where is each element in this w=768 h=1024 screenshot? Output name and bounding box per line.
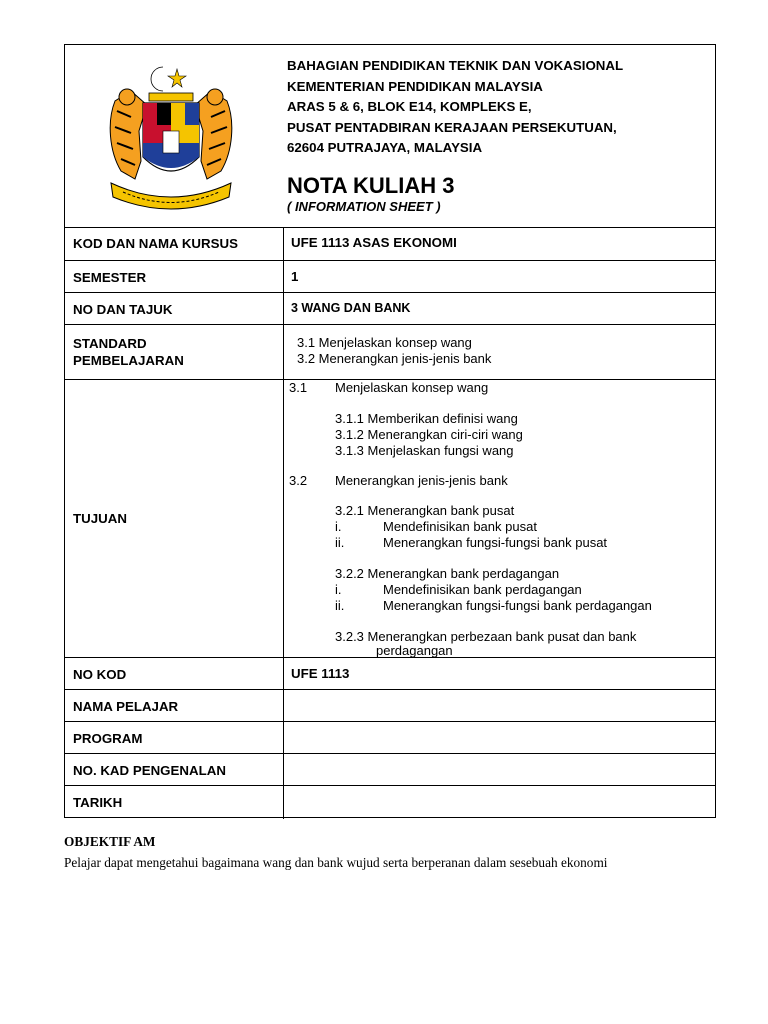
row-label: NO KOD <box>73 667 127 682</box>
general-objective <box>64 834 724 872</box>
row-label: NO. KAD PENGENALAN <box>73 763 226 778</box>
objective-heading: OBJEKTIF AM <box>64 834 156 849</box>
row-value: 3 WANG DAN BANK <box>291 301 411 315</box>
row-objectives <box>65 380 715 658</box>
row-label: TUJUAN <box>73 511 127 526</box>
row-student-name <box>65 690 715 722</box>
standard-item: 3.1 Menjelaskan konsep wang <box>297 335 472 350</box>
address-line: BAHAGIAN PENDIDIKAN TEKNIK DAN VOKASIONAL <box>287 58 624 73</box>
objective-detail: Menerangkan fungsi-fungsi bank perdagangan <box>383 598 652 613</box>
institution-address <box>287 56 623 159</box>
row-value <box>297 335 491 367</box>
row-label: KOD DAN NAMA KURSUS <box>73 236 238 251</box>
row-value: 1 <box>291 269 299 284</box>
row-value: UFE 1113 <box>291 666 350 681</box>
row-topic <box>65 293 715 325</box>
row-course-code <box>65 227 715 261</box>
label-line: PEMBELAJARAN <box>73 353 184 368</box>
objective-text: Pelajar dapat mengetahui bagaimana wang dan bank wujud serta berperanan dalam sesebuah ekonomi <box>64 855 608 870</box>
objective-number: 3.2 <box>289 473 308 488</box>
standard-item: 3.2 Menerangkan jenis-jenis bank <box>297 351 492 366</box>
row-value: UFE 1113 ASAS EKONOMI <box>291 235 457 250</box>
address-line: PUSAT PENTADBIRAN KERAJAAN PERSEKUTUAN, <box>287 119 617 135</box>
row-learning-standard <box>65 325 715 380</box>
roman-numeral: ii. <box>335 535 345 550</box>
objective-detail: Menerangkan fungsi-fungsi bank pusat <box>383 535 608 550</box>
row-semester <box>65 261 715 293</box>
roman-numeral: i. <box>335 582 342 597</box>
objective-text: Menerangkan jenis-jenis bank <box>335 473 508 488</box>
objective-subitem: 3.1.1 Memberikan definisi wang <box>335 411 518 426</box>
row-label: NO DAN TAJUK <box>73 302 173 317</box>
objective-number: 3.1 <box>289 380 308 395</box>
objective-subitem: 3.2.2 Menerangkan bank perdagangan <box>335 566 560 581</box>
sheet-header <box>65 45 715 228</box>
information-sheet <box>64 44 716 818</box>
coat-of-arms-logo <box>101 61 241 211</box>
address-line: KEMENTERIAN PENDIDIKAN MALAYSIA <box>287 78 543 94</box>
document-title: NOTA KULIAH 3 <box>287 173 455 198</box>
row-label: PROGRAM <box>73 731 143 746</box>
objective-subitem: 3.2.1 Menerangkan bank pusat <box>335 503 515 518</box>
objective-subitem-continued: perdagangan <box>376 643 453 658</box>
objective-detail: Mendefinisikan bank perdagangan <box>383 582 582 597</box>
objective-subitem: 3.1.3 Menjelaskan fungsi wang <box>335 443 514 458</box>
roman-numeral: ii. <box>335 598 345 613</box>
row-label: TARIKH <box>73 795 123 810</box>
row-label <box>73 335 184 369</box>
objective-text: Menjelaskan konsep wang <box>335 380 489 395</box>
objective-detail: Mendefinisikan bank pusat <box>383 519 537 534</box>
roman-numeral: i. <box>335 519 342 534</box>
objective-subitem: 3.2.3 Menerangkan perbezaan bank pusat dan bank <box>335 629 637 644</box>
row-label: NAMA PELAJAR <box>73 699 179 714</box>
row-ic-number <box>65 754 715 786</box>
objective-subitem: 3.1.2 Menerangkan ciri-ciri wang <box>335 427 523 442</box>
column-divider <box>283 227 284 819</box>
address-line: ARAS 5 & 6, BLOK E14, KOMPLEKS E, <box>287 99 532 114</box>
row-program <box>65 722 715 754</box>
row-date <box>65 786 715 817</box>
document-subtitle: ( INFORMATION SHEET ) <box>287 199 441 214</box>
address-line: 62604 PUTRAJAYA, MALAYSIA <box>287 140 483 155</box>
row-label: SEMESTER <box>73 270 147 285</box>
row-code-number <box>65 658 715 690</box>
label-line: STANDARD <box>73 336 147 351</box>
